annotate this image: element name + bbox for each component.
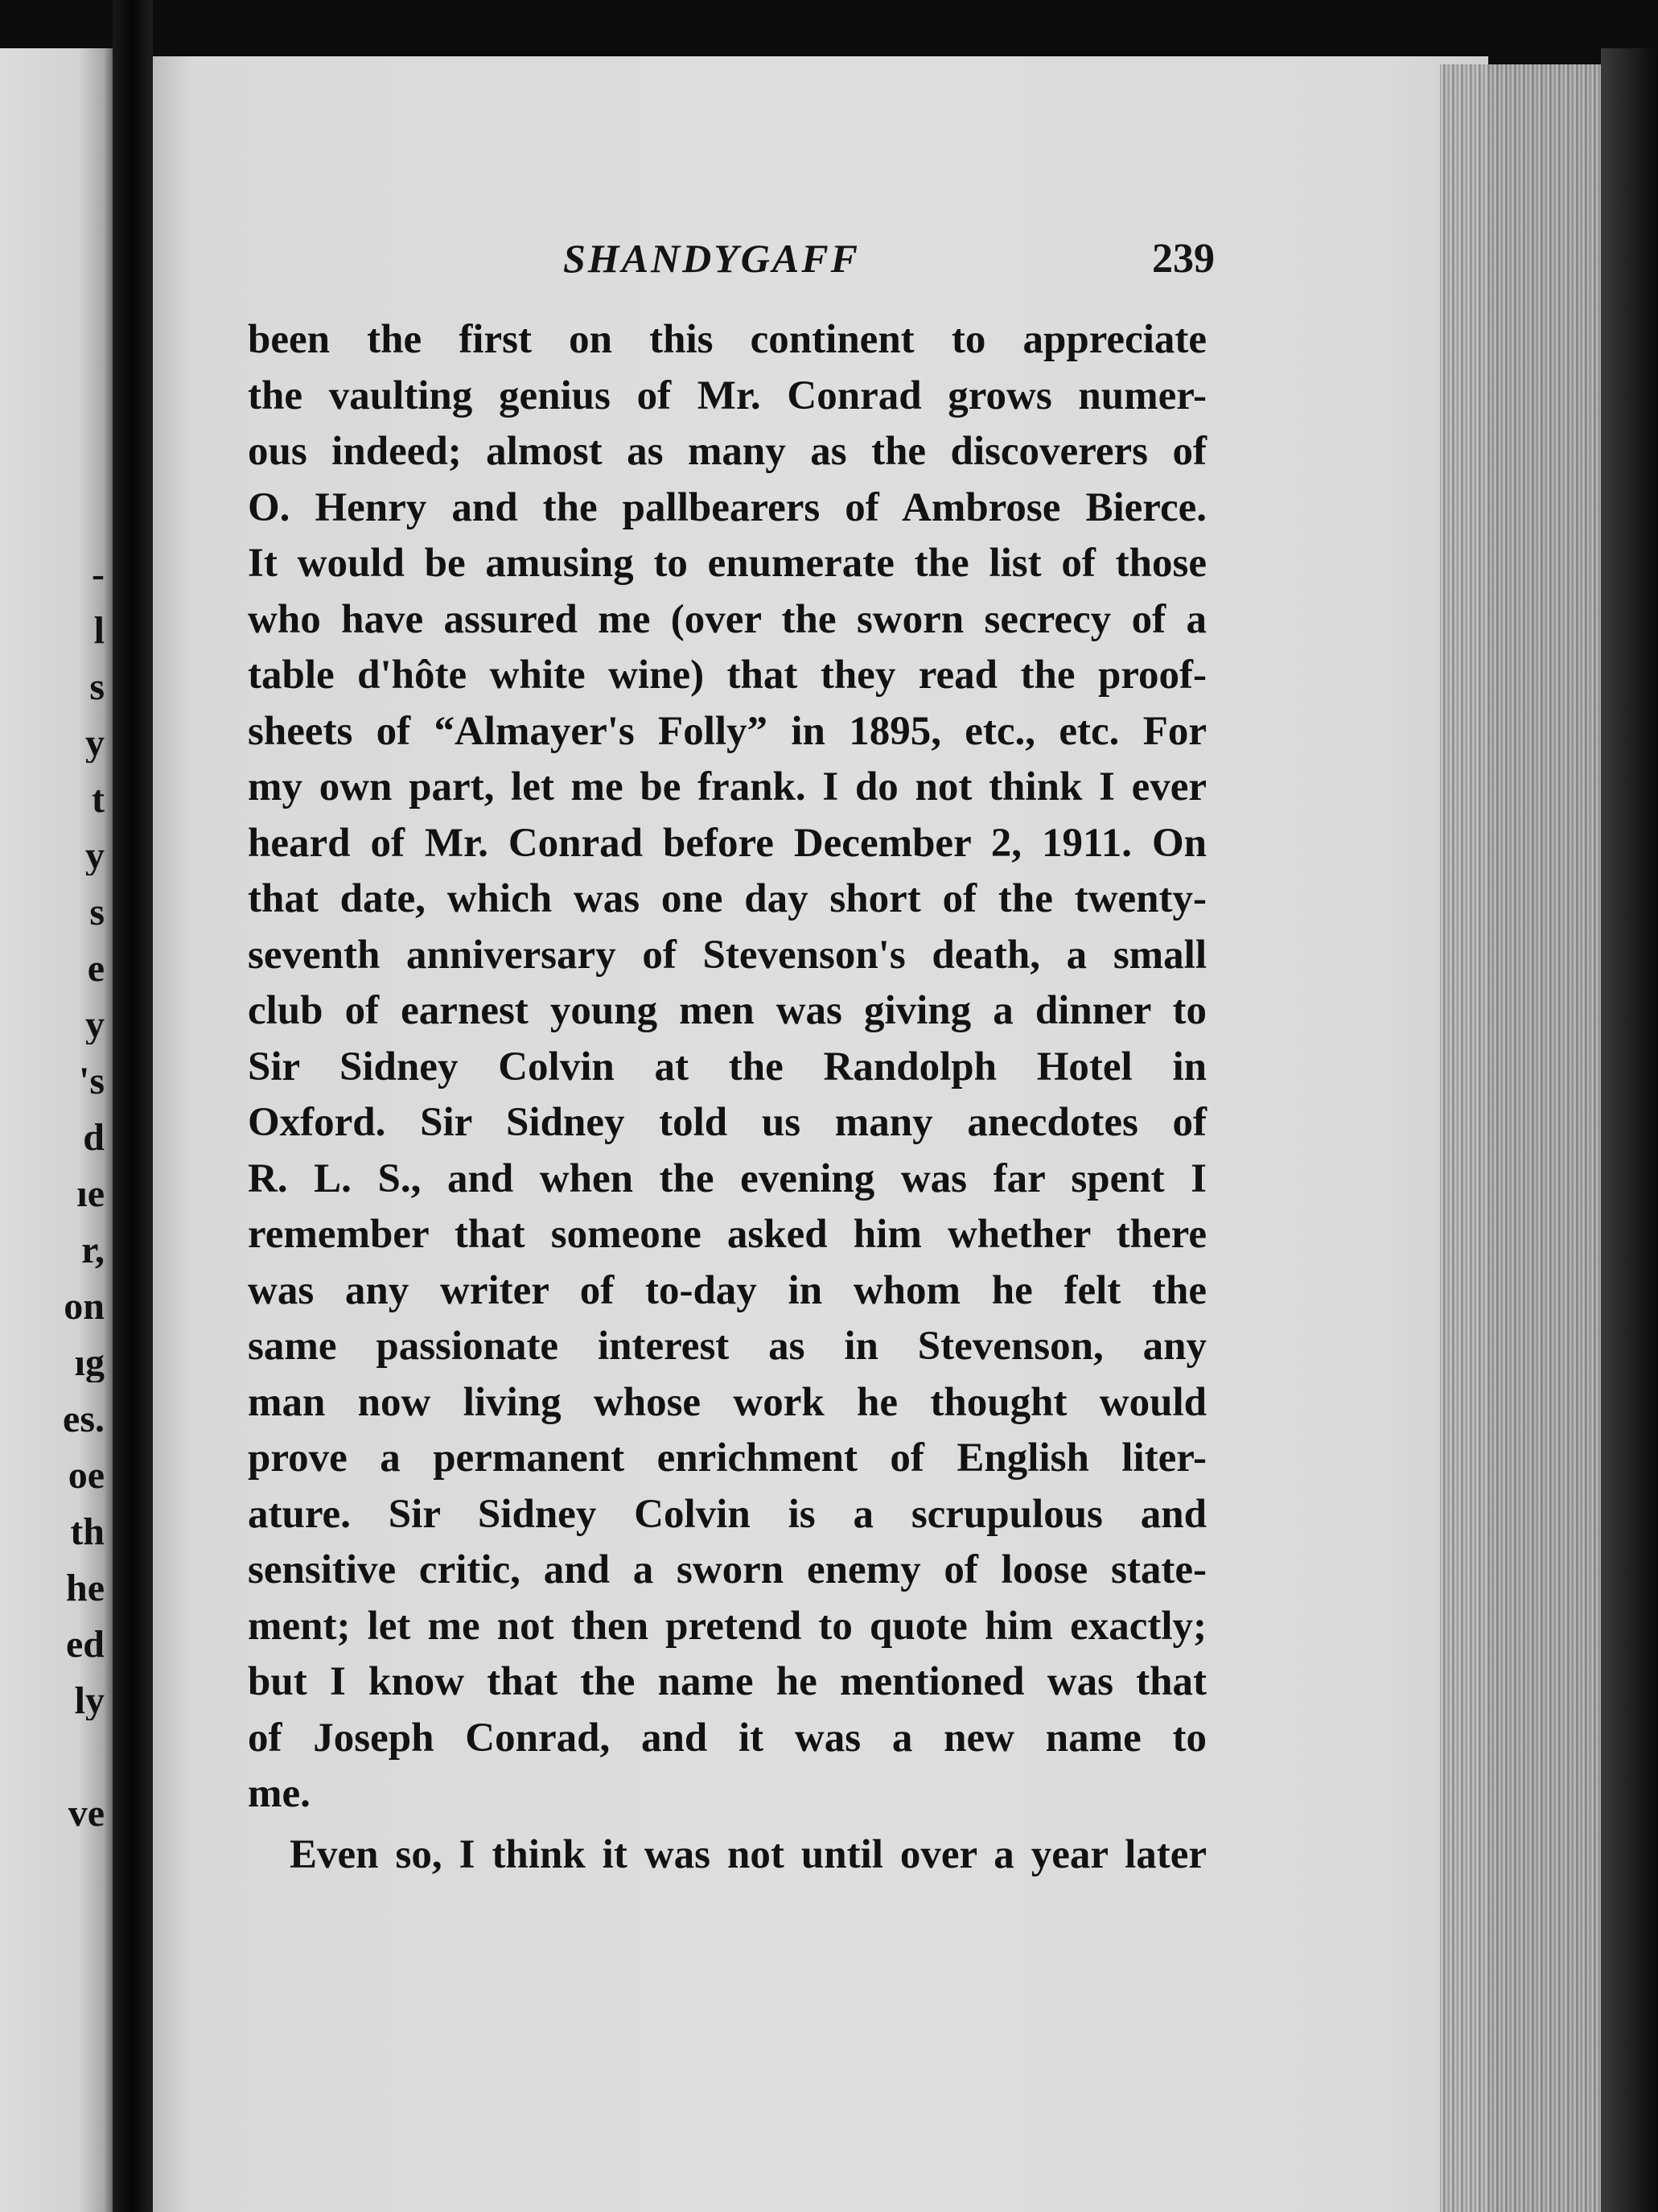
next-paragraph-line: Even so, I think it was not until over a year later <box>290 1831 1207 1877</box>
text-line: of Joseph Conrad, and it was a new name to <box>248 1715 1207 1761</box>
facing-page-fragment: ly <box>74 1682 105 1720</box>
text-line: O. Henry and the pallbearers of Ambrose Bierce. <box>248 484 1207 530</box>
text-line: ature. Sir Sidney Colvin is a scrupulous and <box>248 1491 1207 1537</box>
facing-page-fragment: on <box>64 1287 105 1326</box>
facing-page-fragment: l <box>93 612 105 650</box>
facing-page-fragment: th <box>70 1513 105 1551</box>
text-line: sensitive critic, and a sworn enemy of loose state- <box>248 1547 1207 1592</box>
text-line: It would be amusing to enumerate the list of those <box>248 541 1207 586</box>
facing-page-fragment: oe <box>68 1456 105 1495</box>
text-line: man now living whose work he thought would <box>248 1379 1207 1425</box>
facing-page-fragment: y <box>85 724 105 763</box>
facing-page-fragment: y <box>85 837 105 875</box>
facing-page-fragment: ıg <box>74 1344 105 1382</box>
facing-page-fragment: 's <box>78 1062 105 1101</box>
text-line: but I know that the name he mentioned was that <box>248 1659 1207 1704</box>
text-line: table d'hôte white wine) that they read the proof- <box>248 653 1207 698</box>
text-line: club of earnest young men was giving a dinner to <box>248 988 1207 1033</box>
text-line: heard of Mr. Conrad before December 2, 1911. On <box>248 820 1207 866</box>
text-line: prove a permanent enrichment of English liter- <box>248 1436 1207 1481</box>
book-gutter <box>113 0 153 2212</box>
facing-page-fragment: r, <box>81 1231 105 1270</box>
facing-page-fragment: s <box>89 668 105 706</box>
facing-page-fragment: y <box>85 1006 105 1044</box>
text-line: seventh anniversary of Stevenson's death, a small <box>248 932 1207 978</box>
facing-page-fragment: d <box>83 1118 105 1157</box>
text-line: been the first on this continent to appreciate <box>248 317 1207 362</box>
facing-page-fragment: ve <box>68 1794 105 1833</box>
facing-page-fragment: s <box>89 893 105 932</box>
facing-page-fragment: ıe <box>76 1175 105 1213</box>
page-number: 239 <box>1152 236 1215 282</box>
text-line: Oxford. Sir Sidney told us many anecdotes of <box>248 1100 1207 1145</box>
facing-page-fragment: he <box>66 1569 105 1608</box>
facing-page-sliver <box>0 48 113 2212</box>
text-line: R. L. S., and when the evening was far spent I <box>248 1155 1207 1201</box>
text-line: remember that someone asked him whether there <box>248 1212 1207 1257</box>
facing-page-fragment: - <box>92 555 105 594</box>
body-text <box>248 312 1207 1883</box>
facing-page-fragment: es. <box>63 1400 105 1439</box>
facing-page-fragment: t <box>92 781 105 819</box>
text-line: sheets of “Almayer's Folly” in 1895, etc., etc. For <box>248 708 1207 754</box>
page-edge-stack <box>1440 64 1601 2212</box>
text-line: Sir Sidney Colvin at the Randolph Hotel in <box>248 1044 1207 1090</box>
facing-page-fragment: ed <box>66 1625 105 1664</box>
text-line: ous indeed; almost as many as the discoverers of <box>248 429 1207 474</box>
text-line: was any writer of to-day in whom he felt the <box>248 1267 1207 1313</box>
text-line: who have assured me (over the sworn secrecy of a <box>248 596 1207 642</box>
text-line: that date, which was one day short of the twenty- <box>248 876 1207 921</box>
text-line: ment; let me not then pretend to quote him exactly; <box>248 1603 1207 1649</box>
text-line: the vaulting genius of Mr. Conrad grows numer- <box>248 373 1207 418</box>
text-line: my own part, let me be frank. I do not think I ever <box>248 764 1207 809</box>
running-head <box>249 235 1215 291</box>
running-head-title: SHANDYGAFF <box>563 236 860 281</box>
text-line: same passionate interest as in Stevenson, any <box>248 1324 1207 1369</box>
text-line: me. <box>248 1771 311 1816</box>
facing-page-fragment: e <box>87 949 105 988</box>
page-edge-shadow <box>1601 48 1658 2212</box>
